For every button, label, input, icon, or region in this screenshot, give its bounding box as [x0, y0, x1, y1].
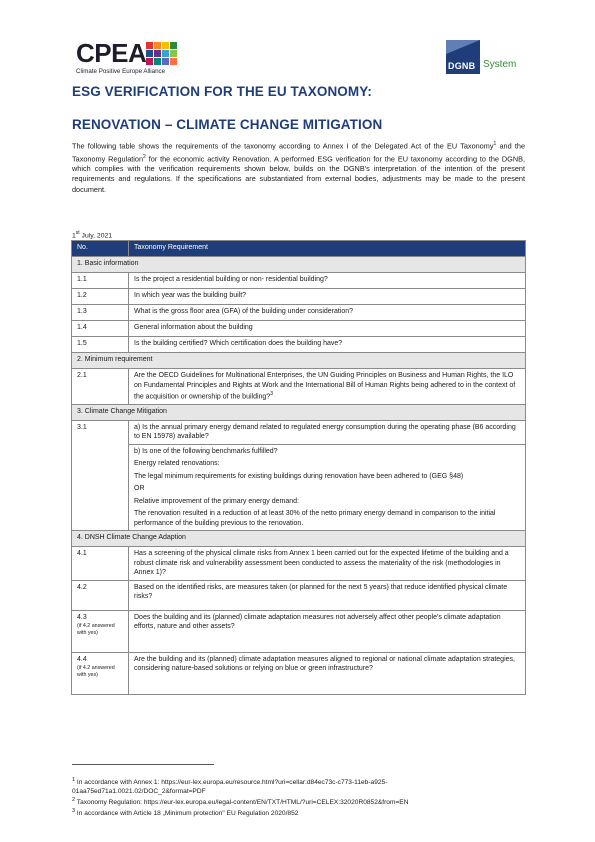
- section-minimum-requirement: 2. Minimum requirement: [72, 353, 526, 369]
- benchmark-reduction: The renovation resulted in a reduction of at least 30% of the netto primary energy demand in comparison to the initial performance of the building previous to the renovation.: [134, 510, 496, 527]
- row-number: [72, 652, 129, 694]
- cpea-logo-square: [154, 42, 161, 49]
- section-basic-information: 1. Basic information: [72, 257, 526, 273]
- date-day: 1: [72, 232, 76, 240]
- table-row: [72, 444, 526, 531]
- footnote-2: [72, 796, 502, 807]
- footnotes: [72, 776, 502, 819]
- footnote-ref-1: 1: [493, 141, 497, 147]
- cpea-logo-tagline: Climate Positive Europe Alliance: [76, 68, 166, 75]
- table-row: [72, 547, 526, 581]
- cpea-logo-square: [162, 58, 169, 65]
- table-row: [72, 420, 526, 444]
- footnote-1: [72, 776, 502, 796]
- benchmark-or: OR: [134, 485, 145, 493]
- cpea-logo: [76, 40, 186, 80]
- intro-text-3: for the economic activity Renovation. A performed ESG verification for the EU taxonomy according to the DGNB, which complies with the verification requirements shown below, builds on the DGNB's interpretation of the intention of the present requirements and regulations. If the specifications are substantiated from external bodies, adjustments may be made to the present document.: [72, 154, 526, 194]
- row-requirement: [129, 369, 526, 405]
- footnote-number: 3: [72, 808, 76, 815]
- row-number: 1.2: [72, 289, 129, 305]
- requirements-table: [71, 240, 526, 695]
- row-number: 2.1: [72, 369, 129, 405]
- table-row: [72, 369, 526, 405]
- benchmark-heading-energy: Energy related renovations:: [134, 460, 220, 468]
- row-number: 1.1: [72, 273, 129, 289]
- document-title-line-1: ESG VERIFICATION FOR THE EU TAXONOMY:: [72, 84, 372, 99]
- row-requirement: General information about the building: [129, 321, 526, 337]
- intro-paragraph: [72, 139, 525, 195]
- table-row: [72, 580, 526, 610]
- section-row: [72, 353, 526, 369]
- footnote-text: Taxonomy Regulation: https://eur-lex.europa.eu/legal-content/EN/TXT/HTML/?uri=CELEX:32020R0852&from=EN: [75, 799, 409, 807]
- row-number: 1.4: [72, 321, 129, 337]
- dgnb-logo: [446, 40, 526, 76]
- table-row: [72, 652, 526, 694]
- intro-text-2: and the Taxonomy Regulation: [72, 141, 526, 164]
- row-condition-note: (if 4.2 answered with yes): [77, 665, 115, 679]
- cpea-logo-square: [170, 42, 177, 49]
- row-requirement: What is the gross floor area (GFA) of the building under consideration?: [129, 305, 526, 321]
- section-row: [72, 257, 526, 273]
- benchmark-question: b) Is one of the following benchmarks fulfilled?: [134, 447, 278, 455]
- row-number: 3.1: [72, 420, 129, 531]
- cpea-logo-square: [162, 50, 169, 57]
- cpea-logo-square: [162, 42, 169, 49]
- footnote-number: 2: [72, 797, 76, 804]
- section-row: [72, 404, 526, 420]
- row-number: 4.2: [72, 580, 129, 610]
- row-requirement: In which year was the building built?: [129, 289, 526, 305]
- row-requirement: Does the building and its (planned) climate adaptation measures not adversely affect other people's climate adaptation efforts, nature and other assets?: [129, 610, 526, 652]
- cpea-logo-square: [170, 50, 177, 57]
- dgnb-logo-system: System: [483, 59, 517, 70]
- row-requirement: Has a screening of the physical climate risks from Annex 1 been carried out for the expected lifetime of the building and a robust climate risk and vulnerability assessment been conducted to assess the materiality of the risk (methodologies in Annex 1)?: [129, 547, 526, 581]
- intro-text-1: The following table shows the requirements of the taxonomy according to Annex I of the Delegated Act of the EU Taxonomy: [72, 141, 494, 151]
- section-climate-change-mitigation: 3. Climate Change Mitigation: [72, 404, 526, 420]
- row-requirement: Are the building and its (planned) climate adaptation measures aligned to regional or national climate adaptation strategies, considering nature-based solutions or relying on blue or green infrastructure?: [129, 652, 526, 694]
- table-header-row: [72, 241, 526, 257]
- row-number: 4.1: [72, 547, 129, 581]
- row-number: 1.3: [72, 305, 129, 321]
- cpea-logo-color-grid: [146, 42, 184, 66]
- row-number: 1.5: [72, 337, 129, 353]
- table-row: [72, 321, 526, 337]
- row-requirement: [129, 444, 526, 531]
- cpea-logo-square: [146, 50, 153, 57]
- row-requirement: Is the project a residential building or non- residential building?: [129, 273, 526, 289]
- table-row: [72, 337, 526, 353]
- cpea-logo-square: [146, 58, 153, 65]
- row-requirement: a) Is the annual primary energy demand related to regulated energy consumption during the operating phase (B6 according to EN 15978) available?: [129, 420, 526, 444]
- row-requirement: Is the building certified? Which certification does the building have?: [129, 337, 526, 353]
- document-date: [72, 230, 112, 239]
- row-requirement-text: Are the OECD Guidelines for Multinational Enterprises, the UN Guiding Principles on Business and Human Rights, the ILO on Fundamental Principles and Rights at Work and the International Bill of Human Rights being adhered to in the context of the acquisition or ownership of the building?: [134, 372, 516, 401]
- cpea-logo-square: [146, 42, 153, 49]
- table-row: [72, 273, 526, 289]
- row-number-text: 4.3: [77, 613, 87, 621]
- footnote-separator: [72, 764, 214, 765]
- row-number-text: 4.4: [77, 655, 87, 663]
- document-title-line-2: RENOVATION – CLIMATE CHANGE MITIGATION: [72, 117, 383, 132]
- benchmark-heading-relative: Relative improvement of the primary energy demand:: [134, 497, 299, 505]
- cpea-logo-square: [170, 58, 177, 65]
- footnote-ref-3: 3: [270, 391, 273, 397]
- table-row: [72, 610, 526, 652]
- row-requirement: Based on the identified risks, are measures taken (or planned for the next 5 years) that reduce identified physical climate risks?: [129, 580, 526, 610]
- row-number: [72, 610, 129, 652]
- section-row: [72, 531, 526, 547]
- column-header-requirement: Taxonomy Requirement: [129, 241, 526, 257]
- cpea-logo-square: [154, 58, 161, 65]
- date-ordinal: st: [75, 230, 80, 236]
- dgnb-logo-text: DGNB: [448, 61, 476, 71]
- footnote-ref-2: 2: [143, 153, 146, 160]
- table-row: [72, 289, 526, 305]
- date-rest: July, 2021: [79, 232, 113, 240]
- column-header-no: No.: [72, 241, 129, 257]
- footnote-text: In accordance with Article 18 „Minimum protection" EU Regulation 2020/852: [75, 810, 299, 818]
- cpea-logo-square: [154, 50, 161, 57]
- table-row: [72, 305, 526, 321]
- row-condition-note: (if 4.2 answered with yes): [77, 623, 115, 637]
- footnote-number: 1: [72, 777, 76, 783]
- footnote-text: In accordance with Annex 1: https://eur-lex.europa.eu/resource.html?uri=cellar:d84ec73c-c773-11eb-a925-01aa75ed71a1.0021.02/DOC_2&format=PDF: [72, 779, 388, 796]
- footnote-3: [72, 807, 502, 818]
- cpea-logo-word: CPEA: [76, 38, 147, 68]
- dgnb-logo-mark: [446, 40, 480, 74]
- section-dnsh-adaption: 4. DNSH Climate Change Adaption: [72, 531, 526, 547]
- benchmark-legal-minimum: The legal minimum requirements for existing buildings during renovation have been adhered to (GEG §48): [134, 472, 464, 480]
